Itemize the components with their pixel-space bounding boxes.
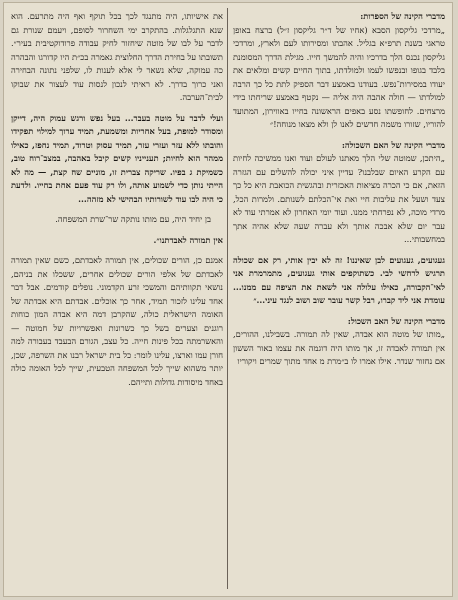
paragraph: מדברי הקינה של הספרות: xyxy=(360,11,445,21)
paragraph: בן יחיד היה, עם מותו נותקה שר־שרת המשפחה. xyxy=(55,214,211,224)
paragraph-gap xyxy=(233,132,445,139)
paragraph: „מרדכי גליקסון הסבא (אחיו של ד״ר גליקסון ז״ל) ברצח באופן טראגי בשנת תרפ״א בגליל. אהבתו ומסירותו לעם ולארץ, ומרדכי גליקסון נכנס הלך בדרכיו והיה להמשך חייו. מגילת הדרך המסומנת בלבד בגופו ובנפשו לעמו ולמולדתו, בתוך החיים קשים ומלאים את יעודו במסירות־נפש. בעודנו באמצע דבר הספיק לתת כל כך הרבה למולדתו — חולה אהבה היה אליה — נקטף באמצע שריחתו בידי מרצחים. לחופשתו נסע באפים הראשונה בחייו באווירון, המתועד להוריו, שזורו משמה חדשים לאנו לן ולא מצאו מנוחה!״ xyxy=(233,24,445,129)
paragraph: אמנם כן, הורים שכולים, אין תמורה לאבדתם, כשם שאין תמורה לאבדתם של אלפי הורים שכולים אחרים, ששכלו את בניהם, נושאי תקוותיהם והמשכי זרע הקדמוני. נופלים קודמים. אבל דבר אחד עלינו לזכור תמיד, אחר כך אוכלים. אבדתם היא אבדתה של האומה הישראלית כולה, שהקרבן דמה היא אבדה המון כוחות רוגנים וצערים בשל כך כשרונות ואפשרויות של חמוטה — והאשרמתה בכל פינות חייה. כל עצב, הגורם הבעבד בעבורה למה חורן עמו וארצו, עלינו לומר: כל בית ישראל רבנו את השרפה, שכן, יותר משהוא שייך לכל המשפחה הטבעית, שייך לכל האומה כולה באחד מיסודות גדולות ותייהם. xyxy=(11,255,223,387)
paragraph-gap xyxy=(11,105,223,112)
paragraph: מדברי הקינה של האם השכולה: xyxy=(341,139,445,150)
paragraph-gap xyxy=(11,227,223,234)
paragraph-gap xyxy=(233,308,445,315)
left-column xyxy=(11,10,223,389)
paragraph: „מותו של מוטה הוא אבדה, שאין לה תמורה. בשבילנו, ההורים, אין תמורה לאבדה זו, אך מותו היה דוגמה את עצמו באור הששון אם נחזור שנדר. אילו אמרו לו ב״מרת מ אחד מתוך שמרים ויקוריו xyxy=(233,329,445,366)
paragraph: געגועים, געגועים לבן שאיננו! זה לא יבין אותי, רק אם שכולה תרגיש לרחשי לבי. כשתוקפים אותי געגועים, מתמרמרת אני לאי־הקבורה, כאילו עלולה אני לשאת את הציפה עם ממנו... עומדת אני ליד קברו, רבל קשר עובר שוב ושוב לנגד עיני...״ xyxy=(233,254,445,305)
paragraph: את אישיותו, היה מתנגד לכך בכל תוקף ואף היה מתרעם. הוא שנא התגלגלות. בהתקרב ימי השחרור לסופם, ויעמם שנורת גם לדבר על לבו של מוטה שיחזור לחיק עבודה פרודוקטיבית בעיר״. תשובתו על בחירת הדרך החלוצית גאמרה בכ״ת היו קדורגו והבהרה כה עמוקה, שלא נשאר לי אלא לענות לו, שלפני נתונה הבחירה ואני כרוך בדרך. לא ראיתי לנכון לנסות עוד לעצור את שבוקו לבית־הערבה. xyxy=(11,11,223,102)
paragraph: ועלי לדבר על מוטה בעבר... בעל נפש ורגש עמוק היה, דייקן ומסודר למופת, בעל אחריות ומשמעת, תמיד ערוך למילוי תפקידו והובתו ללא עזר ועזרי עזר, תמיד עסוק וטרוד, תמיד נחפז, כאילו ממהר הוא לחיות; תענייניו קשים קיבל באהבה, במצב־רוח טוב, כשמיקת ג בפיו. שריקה צברית זו, מוניים שח קצת, — מה לא הייתי נותן כדי לשמוע אותה, ולו רק עוד פעם אחת בחייו. ולדעת כי היה לבו עוד לשורותיו הבהישי לא מזהה... xyxy=(11,112,223,204)
newspaper-page xyxy=(3,2,453,597)
paragraph-gap xyxy=(233,247,445,254)
section-heading: אין תמורה לאבדתנו״. xyxy=(153,234,223,245)
paragraph-gap xyxy=(11,247,223,254)
right-column xyxy=(233,10,445,369)
column-divider xyxy=(227,8,228,589)
paragraph: „היתכן, שמוטה שלי הלך מאתנו לעולם ועוד ואנו ממשיכה לחיות עם הקרע האיום שבלבנו? עדיין איני יכולה להשלים עם הגזרה הזאת, אם כי הכרה מציאות האכזרית ובהגשית הכואבת היא כל כך צעד ושעל את עליבות חיי ואת אי־הכלתם לשנותם. ולמרות הכל, מרדי מוכה, לא נפרחתי ממנו. ועוד יומי האחרון לא אמרתי עוד לא עבר יום שלא אבכה אותך ולא עברה שעה שלא אהיה אתך במחשבותי... xyxy=(233,153,445,244)
paragraph-gap xyxy=(11,206,223,213)
paragraph: מדברי הקינה של האב השכול: xyxy=(347,315,445,326)
